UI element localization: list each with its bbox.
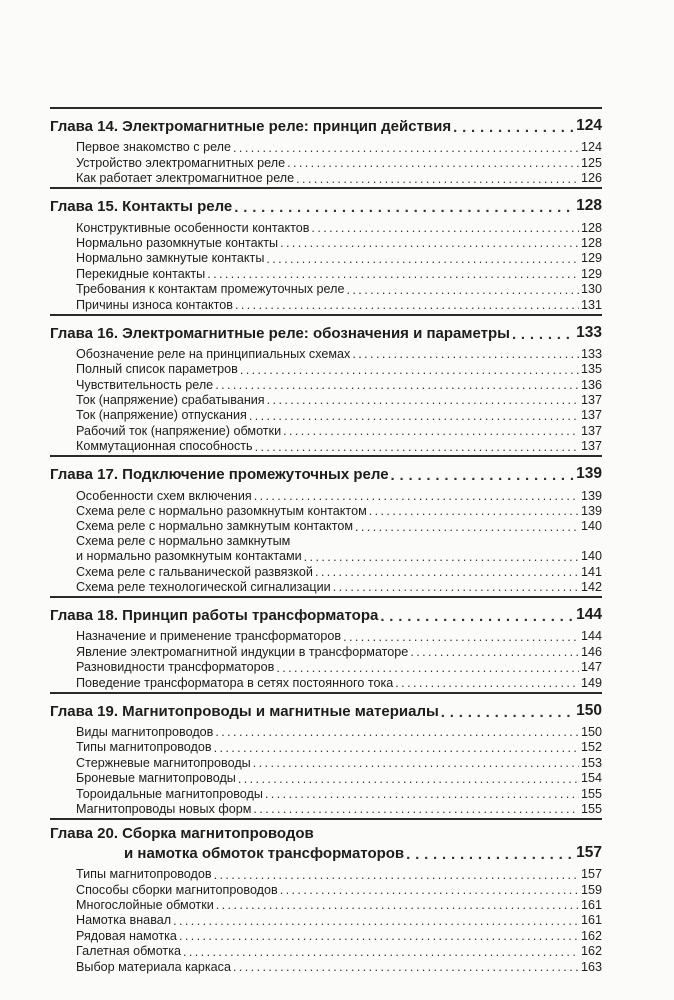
section-entry[interactable] [50, 659, 602, 674]
dot-leader [265, 788, 579, 801]
page-number: 124 [580, 140, 602, 155]
page-number: 154 [580, 771, 602, 786]
page-number: 144 [576, 605, 602, 623]
section-entry[interactable] [50, 548, 602, 563]
table-of-contents [50, 107, 602, 976]
dot-leader [215, 726, 579, 739]
page-number: 152 [580, 740, 602, 755]
page-number: 130 [580, 282, 602, 297]
chapter-block [50, 818, 602, 974]
page-number: 161 [580, 898, 602, 913]
dot-leader [287, 157, 579, 170]
dot-leader [253, 803, 579, 816]
section-entry[interactable] [50, 346, 602, 361]
section-title: Рабочий ток (напряжение) обмотки [76, 423, 282, 438]
section-entry[interactable] [50, 407, 602, 422]
dot-leader [380, 609, 574, 624]
section-title: Первое знакомство с реле [76, 140, 232, 155]
section-title: Нормально замкнутые контакты [76, 251, 265, 266]
section-entry[interactable] [50, 912, 602, 927]
page-number: 157 [576, 843, 602, 861]
chapter-title: Глава 15. Контакты реле [50, 198, 233, 216]
page-number: 149 [580, 675, 602, 690]
section-title: Назначение и применение трансформаторов [76, 629, 342, 644]
section-entry[interactable] [50, 943, 602, 958]
section-title: Разновидности трансформаторов [76, 660, 275, 675]
section-entry[interactable] [50, 785, 602, 800]
chapter-title: и намотка обмоток трансформаторов [124, 844, 405, 862]
page-number: 140 [580, 549, 602, 564]
dot-leader [233, 961, 579, 974]
section-entry[interactable] [50, 361, 602, 376]
dot-leader [311, 222, 579, 235]
page-number: 159 [580, 882, 602, 897]
section-title: Тороидальные магнитопроводы [76, 786, 263, 801]
dot-leader [280, 237, 579, 250]
page-number: 125 [580, 155, 602, 170]
dot-leader [369, 505, 579, 518]
section-entry[interactable] [50, 170, 602, 185]
section-title: Особенности схем включения [76, 488, 252, 503]
section-title: и нормально разомкнутым контактами [76, 549, 302, 564]
dot-leader [214, 869, 579, 882]
section-title: Схема реле с гальванической развязкой [76, 564, 313, 579]
section-title: Коммутационная способность [76, 439, 253, 454]
section-entry[interactable] [50, 563, 602, 578]
chapter-heading[interactable] [50, 842, 602, 862]
chapter-title: Глава 19. Магнитопроводы и магнитные материалы [50, 702, 439, 720]
dot-leader [215, 379, 579, 392]
page-number: 128 [576, 197, 602, 215]
dot-leader [453, 120, 574, 135]
section-title: Чувствительность реле [76, 377, 214, 392]
dot-leader [214, 742, 579, 755]
section-title: Схема реле технологической сигнализации [76, 579, 331, 594]
page-number: 144 [580, 629, 602, 644]
page-number: 129 [580, 251, 602, 266]
page-number: 135 [580, 362, 602, 377]
dot-leader [255, 441, 579, 454]
section-title: Причины износа контактов [76, 297, 233, 312]
section-title: Нормально разомкнутые контакты [76, 235, 279, 250]
dot-leader [410, 646, 579, 659]
page-number: 140 [580, 519, 602, 534]
page-number: 137 [580, 393, 602, 408]
section-entry[interactable] [50, 392, 602, 407]
section-title: Схема реле с нормально замкнутым [76, 533, 291, 548]
section-title: Типы магнитопроводов [76, 740, 212, 755]
page-number: 128 [580, 235, 602, 250]
dot-leader [296, 173, 579, 186]
section-title: Конструктивные особенности контактов [76, 220, 310, 235]
section-entry[interactable] [50, 533, 602, 547]
chapter-heading[interactable] [50, 457, 602, 483]
page-number: 161 [580, 913, 602, 928]
chapter-heading[interactable] [50, 694, 602, 720]
section-title: Поведение трансформатора в сетях постоянного тока [76, 675, 394, 690]
dot-leader [267, 394, 579, 407]
section-entry[interactable] [50, 422, 602, 437]
dot-leader [343, 631, 579, 644]
chapter-block [50, 314, 602, 454]
section-title: Галетная обмотка [76, 944, 181, 959]
page-number: 142 [580, 579, 602, 594]
section-title: Стержневые магнитопроводы [76, 755, 251, 770]
dot-leader [333, 581, 579, 594]
section-title: Способы сборки магнитопроводов [76, 882, 278, 897]
section-entry[interactable] [50, 219, 602, 234]
section-entry[interactable] [50, 674, 602, 689]
page-number: 150 [576, 701, 602, 719]
section-entry[interactable] [50, 518, 602, 533]
page-number: 157 [580, 867, 602, 882]
page-number: 133 [580, 346, 602, 361]
dot-leader [253, 757, 579, 770]
section-entry[interactable] [50, 579, 602, 594]
section-title: Ток (напряжение) отпускания [76, 408, 247, 423]
section-title: Виды магнитопроводов [76, 724, 214, 739]
page-number: 139 [580, 488, 602, 503]
section-entry[interactable] [50, 958, 602, 973]
dot-leader [276, 662, 579, 675]
section-entry[interactable] [50, 643, 602, 658]
chapter-title: Глава 17. Подключение промежуточных реле [50, 466, 389, 484]
page-number: 133 [576, 323, 602, 341]
section-entry[interactable] [50, 503, 602, 518]
section-entry[interactable] [50, 628, 602, 643]
section-entry[interactable] [50, 438, 602, 453]
dot-leader [183, 946, 579, 959]
dot-leader [234, 200, 574, 215]
page-number: 128 [580, 220, 602, 235]
dot-leader [315, 566, 579, 579]
section-entry[interactable] [50, 897, 602, 912]
page-number: 155 [580, 801, 602, 816]
page-number: 146 [580, 644, 602, 659]
chapter-block [50, 187, 602, 311]
section-title: Схема реле с нормально замкнутым контактом [76, 519, 354, 534]
page-number: 124 [576, 117, 602, 134]
section-entry[interactable] [50, 770, 602, 785]
page-number: 131 [580, 297, 602, 312]
dot-leader [233, 142, 579, 155]
chapter-title: Глава 14. Электромагнитные реле: принцип действия [50, 118, 452, 135]
page-number: 162 [580, 928, 602, 943]
section-title: Многослойные обмотки [76, 898, 214, 913]
dot-leader [238, 773, 579, 786]
dot-leader [179, 930, 579, 943]
page-number: 136 [580, 377, 602, 392]
dot-leader [406, 847, 574, 862]
section-title: Явление электромагнитной индукции в трансформаторе [76, 644, 409, 659]
dot-leader [266, 253, 579, 266]
dot-leader [254, 490, 579, 503]
page-number: 163 [580, 959, 602, 974]
chapter-title: Глава 20. Сборка магнитопроводов [50, 824, 314, 842]
page-number: 137 [580, 408, 602, 423]
section-title: Намотка внавал [76, 913, 172, 928]
page-number: 139 [576, 465, 602, 483]
page-number: 162 [580, 944, 602, 959]
section-title: Магнитопроводы новых форм [76, 801, 252, 816]
section-entry[interactable] [50, 154, 602, 169]
section-entry[interactable] [50, 235, 602, 250]
section-entry[interactable] [50, 801, 602, 816]
dot-leader [347, 284, 579, 297]
dot-leader [207, 268, 579, 281]
section-entry[interactable] [50, 139, 602, 154]
page-number: 139 [580, 504, 602, 519]
page-number: 147 [580, 660, 602, 675]
dot-leader [249, 410, 579, 423]
dot-leader [235, 299, 579, 312]
page-number: 137 [580, 423, 602, 438]
dot-leader [355, 521, 579, 534]
page-number: 126 [580, 171, 602, 186]
section-entry[interactable] [50, 250, 602, 265]
chapter-heading[interactable] [50, 598, 602, 624]
section-entry[interactable] [50, 265, 602, 280]
section-entry[interactable] [50, 281, 602, 296]
dot-leader [280, 884, 579, 897]
dot-leader [173, 915, 579, 928]
dot-leader [441, 705, 574, 720]
section-title: Типы магнитопроводов [76, 867, 212, 882]
section-title: Требования к контактам промежуточных реле [76, 282, 345, 297]
dot-leader [240, 364, 579, 377]
section-title: Устройство электромагнитных реле [76, 155, 286, 170]
chapter-block [50, 455, 602, 594]
section-title: Обозначение реле на принципиальных схемах [76, 346, 351, 361]
section-entry[interactable] [50, 296, 602, 311]
section-title: Рядовая намотка [76, 928, 177, 943]
page-number: 153 [580, 755, 602, 770]
section-title: Выбор материала каркаса [76, 959, 231, 974]
section-title: Схема реле с нормально разомкнутым контактом [76, 504, 367, 519]
section-entry[interactable] [50, 754, 602, 769]
dot-leader [304, 551, 579, 564]
dot-leader [352, 348, 579, 361]
section-entry[interactable] [50, 487, 602, 502]
chapter-title: Глава 16. Электромагнитные реле: обозначения и параметры [50, 324, 510, 342]
dot-leader [391, 468, 575, 483]
page-number: 137 [580, 439, 602, 454]
chapter-heading[interactable] [50, 109, 602, 135]
section-entry[interactable] [50, 866, 602, 881]
section-title: Ток (напряжение) срабатывания [76, 393, 265, 408]
dot-leader [395, 677, 579, 690]
dot-leader [512, 327, 574, 342]
chapter-title: Глава 18. Принцип работы трансформатора [50, 606, 379, 624]
section-entry[interactable] [50, 376, 602, 391]
section-title: Полный список параметров [76, 362, 238, 377]
page-number: 150 [580, 724, 602, 739]
section-entry[interactable] [50, 927, 602, 942]
section-title: Перекидные контакты [76, 266, 206, 281]
chapter-block [50, 596, 602, 690]
page-number: 155 [580, 786, 602, 801]
section-title: Броневые магнитопроводы [76, 771, 236, 786]
chapter-heading[interactable] [50, 820, 602, 842]
page-number: 141 [580, 564, 602, 579]
chapter-block [50, 107, 602, 185]
chapter-block [50, 692, 602, 816]
section-entry[interactable] [50, 739, 602, 754]
section-entry[interactable] [50, 724, 602, 739]
section-entry[interactable] [50, 881, 602, 896]
chapter-heading[interactable] [50, 316, 602, 342]
chapter-heading[interactable] [50, 189, 602, 215]
page-number: 129 [580, 266, 602, 281]
section-title: Как работает электромагнитное реле [76, 171, 295, 186]
dot-leader [283, 425, 579, 438]
dot-leader [216, 899, 579, 912]
